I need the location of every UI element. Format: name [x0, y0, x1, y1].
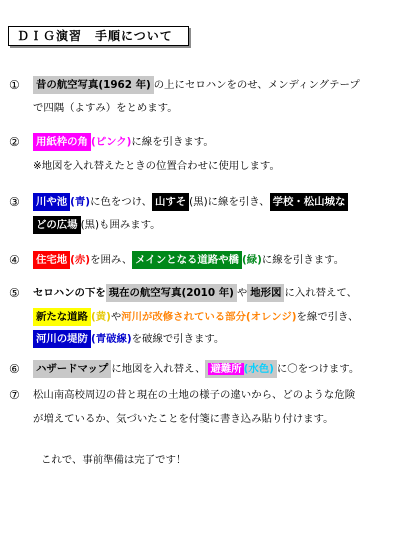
- step-3-text-1: に色をつけ、: [90, 196, 152, 208]
- highlight-river-levees: 河川の堤防: [33, 330, 91, 348]
- step-1-text: の上にセロハンをのせ、メンディングテープ: [153, 79, 360, 91]
- color-label-blue-dashed: (青破線): [90, 333, 132, 345]
- step-2-text: に線を引きます。: [131, 136, 214, 148]
- color-label-green: (緑): [241, 254, 262, 266]
- highlight-topographic-map: 地形図: [247, 284, 284, 302]
- step-5-line-1: [33, 284, 357, 302]
- step-3-line-2: [33, 216, 161, 234]
- step-2-line-1: [33, 133, 214, 151]
- step-1-text-2: で四隅（よすみ）をとめます。: [33, 102, 178, 114]
- step-5-text-3: に入れ替えて、: [284, 287, 357, 299]
- color-label-pink: (ピンク): [90, 136, 132, 148]
- highlight-old-aerial-photo: 昔の航空写真(1962 年): [33, 76, 154, 94]
- step-5-line-2: [33, 308, 358, 326]
- closing-message: [41, 451, 186, 469]
- step-5-text-1: セロハンの下を: [33, 287, 106, 299]
- step-3-text-2: (黒)に線を引き、: [189, 196, 270, 208]
- step-5-text-2: や: [236, 287, 248, 299]
- color-label-red: (赤): [70, 254, 91, 266]
- highlight-shelters: 避難所: [210, 363, 242, 375]
- step-number-3: ③: [9, 195, 20, 209]
- highlight-open-spaces: どの広場: [33, 216, 81, 234]
- highlight-paper-corner: 用紙枠の角: [33, 133, 91, 151]
- step-5-text-6: を破線で引きます。: [131, 333, 225, 345]
- color-label-blue: (青): [70, 196, 91, 208]
- highlight-main-roads: メインとなる道路や橋: [132, 251, 242, 269]
- step-3-line-1: [33, 193, 348, 211]
- step-4-text-1: を囲み、: [90, 254, 133, 266]
- highlight-new-roads: 新たな道路: [33, 308, 91, 326]
- step-5-line-3: [33, 330, 224, 348]
- step-number-4: ④: [9, 253, 20, 267]
- highlight-foothills: 山すそ: [152, 193, 189, 211]
- step-7-text-1: 松山南高校周辺の昔と現在の土地の様子の違いから、どのような危険: [33, 389, 356, 401]
- step-7-line-1: [33, 386, 355, 404]
- highlight-shelter-box: [205, 360, 276, 378]
- highlight-hazard-map: ハザードマップ: [33, 360, 111, 378]
- step-1-line-2: [33, 99, 178, 117]
- highlight-residential: 住宅地: [33, 251, 70, 269]
- highlight-current-aerial-photo: 現在の航空写真(2010 年): [106, 284, 237, 302]
- step-number-5: ⑤: [9, 286, 20, 300]
- step-number-2: ②: [9, 135, 20, 149]
- step-4-text-2: に線を引きます。: [261, 254, 345, 266]
- page-title: ＤＩＧ演習 手順について: [8, 26, 189, 46]
- closing-text: これで、事前準備は完了です！: [41, 454, 187, 466]
- step-7-text-2: が増えているか、気づいたことを付箋に書き込み貼り付けます。: [33, 413, 334, 425]
- highlight-school-castle: 学校・松山城な: [270, 193, 349, 211]
- step-number-7: ⑦: [9, 388, 20, 402]
- step-7-line-2: [33, 410, 334, 428]
- step-3-text-3: (黒)も囲みます。: [80, 219, 161, 231]
- color-label-light-blue: (水色): [243, 363, 274, 375]
- step-2-note: [33, 157, 280, 175]
- step-6-text-1: に地図を入れ替え、: [111, 363, 206, 375]
- step-1-line-1: [33, 76, 360, 94]
- color-label-orange: 河川が改修されている部分(オレンジ): [121, 311, 297, 323]
- step-4-line-1: [33, 251, 344, 269]
- highlight-rivers-ponds: 川や池: [33, 193, 70, 211]
- step-5-text-5: を線で引き、: [296, 311, 359, 323]
- color-label-yellow: (黄): [90, 311, 111, 323]
- step-2-note-text: ※地図を入れ替えたときの位置合わせに使用します。: [33, 160, 280, 172]
- step-6-text-2: に〇をつけます。: [276, 363, 360, 375]
- step-5-text-4: や: [110, 311, 122, 323]
- step-number-6: ⑥: [9, 362, 20, 376]
- step-6-line-1: [33, 360, 359, 378]
- step-number-1: ①: [9, 78, 20, 92]
